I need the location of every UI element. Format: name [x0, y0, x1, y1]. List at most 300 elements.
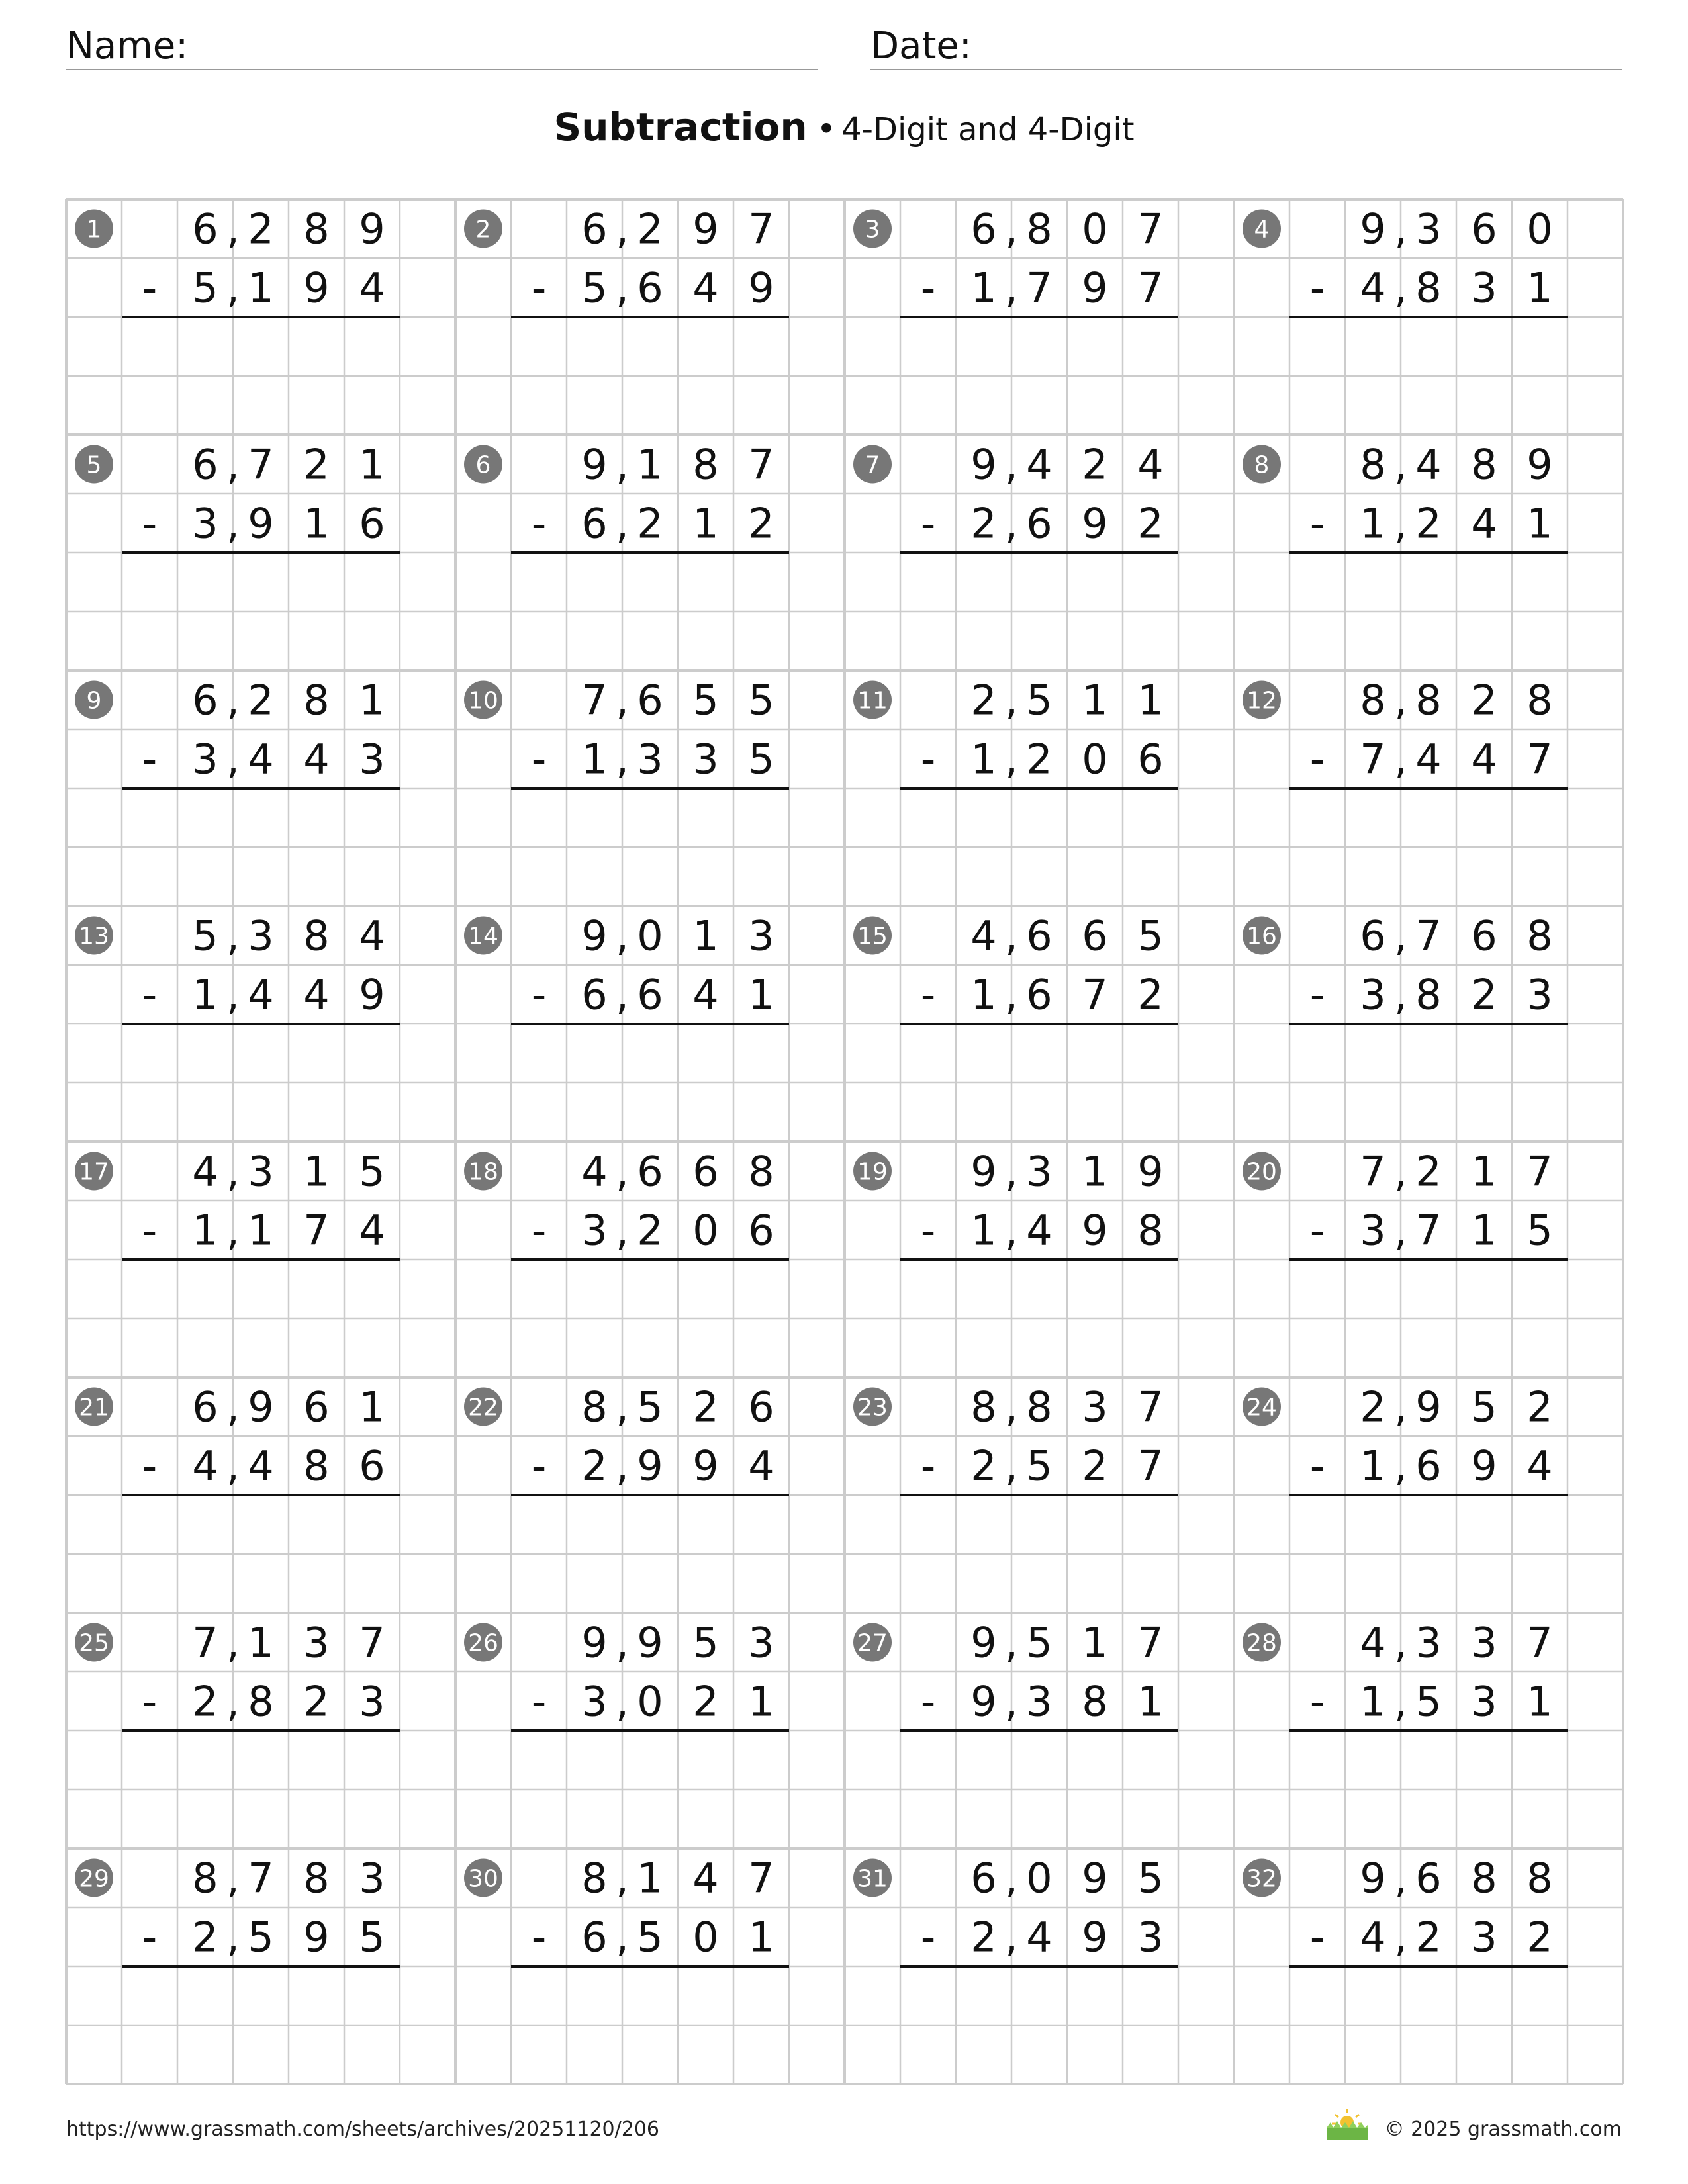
problem-number: 24	[1246, 1394, 1277, 1422]
digit: 5	[1526, 1206, 1553, 1255]
thousands-comma: ,	[1005, 499, 1018, 548]
problem-number: 28	[1246, 1629, 1277, 1657]
digit: 7	[1415, 911, 1442, 960]
digit: 7	[1526, 1618, 1553, 1667]
minus-sign: -	[142, 1677, 158, 1726]
digit: 4	[581, 1147, 608, 1196]
digit: 2	[637, 205, 663, 253]
digit: 7	[248, 1854, 274, 1903]
digit: 5	[637, 1383, 663, 1432]
digit: 4	[748, 1441, 774, 1490]
digit: 9	[248, 1383, 274, 1432]
digit: 5	[1026, 676, 1053, 725]
digit: 7	[1137, 1441, 1164, 1490]
digit: 3	[248, 911, 274, 960]
thousands-comma: ,	[1394, 1677, 1407, 1726]
digit: 9	[748, 263, 774, 312]
digit: 8	[192, 1854, 218, 1903]
digit: 1	[970, 970, 997, 1019]
digit: 1	[1137, 676, 1164, 725]
digit: 8	[303, 1854, 330, 1903]
problem-18	[464, 1148, 789, 1375]
thousands-comma: ,	[616, 1913, 629, 1962]
problem-7	[853, 441, 1178, 668]
digit: 2	[1415, 499, 1442, 548]
digit: 9	[692, 205, 719, 253]
digit: 9	[1415, 1383, 1442, 1432]
minus-sign: -	[531, 1913, 547, 1962]
problem-30	[464, 1854, 789, 2082]
digit: 5	[748, 735, 774, 784]
thousands-comma: ,	[226, 735, 240, 784]
footer-copyright: © 2025 grassmath.com	[1384, 2118, 1622, 2141]
digit: 2	[1082, 440, 1108, 489]
digit: 4	[359, 263, 385, 312]
digit: 7	[192, 1618, 218, 1667]
digit: 1	[637, 440, 663, 489]
digit: 3	[1360, 1206, 1386, 1255]
thousands-comma: ,	[226, 911, 240, 960]
digit: 9	[1360, 1854, 1386, 1903]
problem-22	[464, 1383, 789, 1611]
digit: 9	[637, 1441, 663, 1490]
digit: 1	[1360, 1677, 1386, 1726]
problem-8	[1243, 441, 1568, 668]
digit: 8	[1471, 1854, 1497, 1903]
problem-number: 31	[857, 1865, 888, 1893]
problem-number: 10	[468, 687, 498, 715]
digit: 4	[1415, 735, 1442, 784]
minus-sign: -	[531, 1206, 547, 1255]
thousands-comma: ,	[1005, 205, 1018, 253]
digit: 9	[581, 1618, 608, 1667]
digit: 1	[248, 1206, 274, 1255]
problem-number: 8	[1254, 451, 1270, 479]
minus-sign: -	[920, 1913, 936, 1962]
problem-31	[853, 1854, 1178, 2082]
thousands-comma: ,	[616, 911, 629, 960]
thousands-comma: ,	[226, 1854, 240, 1903]
digit: 3	[581, 1206, 608, 1255]
minus-sign: -	[531, 970, 547, 1019]
title-subtitle: 4-Digit and 4-Digit	[841, 111, 1135, 148]
digit: 9	[1082, 1206, 1108, 1255]
digit: 3	[1026, 1677, 1053, 1726]
problem-number: 15	[857, 923, 888, 950]
digit: 9	[1360, 205, 1386, 253]
digit: 4	[1137, 440, 1164, 489]
digit: 1	[748, 970, 774, 1019]
digit: 7	[1360, 735, 1386, 784]
thousands-comma: ,	[226, 1618, 240, 1667]
digit: 3	[303, 1618, 330, 1667]
digit: 1	[1471, 1206, 1497, 1255]
digit: 1	[1526, 1677, 1553, 1726]
digit: 3	[1471, 1913, 1497, 1962]
digit: 8	[303, 1441, 330, 1490]
digit: 2	[303, 440, 330, 489]
thousands-comma: ,	[1394, 499, 1407, 548]
digit: 7	[1137, 205, 1164, 253]
digit: 2	[248, 205, 274, 253]
thousands-comma: ,	[1005, 1441, 1018, 1490]
grid-lines	[66, 199, 1623, 2084]
digit: 5	[359, 1913, 385, 1962]
digit: 4	[970, 911, 997, 960]
problem-5	[75, 441, 400, 668]
digit: 8	[303, 205, 330, 253]
thousands-comma: ,	[616, 440, 629, 489]
digit: 3	[1471, 1618, 1497, 1667]
digit: 9	[581, 440, 608, 489]
thousands-comma: ,	[1005, 676, 1018, 725]
digit: 3	[359, 1854, 385, 1903]
problem-number: 25	[79, 1629, 109, 1657]
problem-27	[853, 1619, 1178, 1846]
digit: 0	[637, 911, 663, 960]
digit: 9	[581, 911, 608, 960]
digit: 0	[1082, 735, 1108, 784]
date-label: Date:	[870, 24, 972, 68]
thousands-comma: ,	[1394, 1383, 1407, 1432]
digit: 1	[637, 1854, 663, 1903]
digit: 3	[692, 735, 719, 784]
digit: 9	[248, 499, 274, 548]
digit: 8	[581, 1854, 608, 1903]
digit: 8	[1471, 440, 1497, 489]
thousands-comma: ,	[616, 1677, 629, 1726]
digit: 3	[748, 911, 774, 960]
problem-16	[1243, 912, 1568, 1140]
minus-sign: -	[1309, 1441, 1325, 1490]
problem-1	[75, 205, 400, 433]
problem-24	[1243, 1383, 1568, 1611]
digit: 7	[359, 1618, 385, 1667]
problem-15	[853, 912, 1178, 1140]
digit: 1	[581, 735, 608, 784]
thousands-comma: ,	[1394, 205, 1407, 253]
digit: 3	[1137, 1913, 1164, 1962]
digit: 8	[303, 911, 330, 960]
problem-21	[75, 1383, 400, 1611]
problem-20	[1243, 1148, 1568, 1375]
digit: 4	[303, 970, 330, 1019]
digit: 3	[1415, 1618, 1442, 1667]
digit: 9	[1082, 263, 1108, 312]
digit: 9	[1471, 1441, 1497, 1490]
digit: 6	[1026, 970, 1053, 1019]
title-main: Subtraction	[553, 105, 808, 150]
digit: 2	[303, 1677, 330, 1726]
digit: 3	[1526, 970, 1553, 1019]
digit: 7	[748, 1854, 774, 1903]
digit: 6	[192, 205, 218, 253]
digit: 2	[1137, 499, 1164, 548]
problem-number: 32	[1246, 1865, 1277, 1893]
minus-sign: -	[920, 1441, 936, 1490]
minus-sign: -	[531, 735, 547, 784]
thousands-comma: ,	[1394, 440, 1407, 489]
thousands-comma: ,	[616, 735, 629, 784]
name-label: Name:	[66, 24, 189, 68]
digit: 6	[303, 1383, 330, 1432]
digit: 6	[192, 1383, 218, 1432]
digit: 2	[1415, 1913, 1442, 1962]
digit: 2	[1026, 735, 1053, 784]
digit: 4	[359, 911, 385, 960]
digit: 5	[1137, 1854, 1164, 1903]
problem-number: 12	[1246, 687, 1277, 715]
problem-32	[1243, 1854, 1568, 2082]
thousands-comma: ,	[1394, 1618, 1407, 1667]
digit: 5	[1026, 1618, 1053, 1667]
problem-number: 7	[865, 451, 880, 479]
digit: 1	[1360, 1441, 1386, 1490]
problem-number: 4	[1254, 216, 1270, 244]
digit: 3	[748, 1618, 774, 1667]
digit: 4	[1026, 1913, 1053, 1962]
problem-number: 13	[79, 923, 109, 950]
digit: 6	[1415, 1441, 1442, 1490]
minus-sign: -	[531, 1677, 547, 1726]
digit: 3	[192, 735, 218, 784]
digit: 3	[359, 1677, 385, 1726]
problem-10	[464, 676, 789, 904]
thousands-comma: ,	[226, 1206, 240, 1255]
digit: 2	[970, 499, 997, 548]
digit: 5	[248, 1913, 274, 1962]
thousands-comma: ,	[1005, 1618, 1018, 1667]
problem-29	[75, 1854, 400, 2082]
digit: 9	[359, 970, 385, 1019]
digit: 4	[1360, 1913, 1386, 1962]
digit: 9	[692, 1441, 719, 1490]
digit: 8	[1026, 1383, 1053, 1432]
digit: 2	[1471, 970, 1497, 1019]
digit: 2	[581, 1441, 608, 1490]
thousands-comma: ,	[616, 1206, 629, 1255]
digit: 9	[970, 1677, 997, 1726]
digit: 1	[303, 499, 330, 548]
digit: 8	[1526, 676, 1553, 725]
digit: 2	[248, 676, 274, 725]
digit: 5	[359, 1147, 385, 1196]
digit: 2	[748, 499, 774, 548]
digit: 6	[1471, 911, 1497, 960]
digit: 4	[1526, 1441, 1553, 1490]
digit: 7	[1082, 970, 1108, 1019]
digit: 5	[748, 676, 774, 725]
digit: 1	[1471, 1147, 1497, 1196]
digit: 6	[1471, 205, 1497, 253]
digit: 7	[1360, 1147, 1386, 1196]
digit: 8	[1082, 1677, 1108, 1726]
thousands-comma: ,	[1394, 1206, 1407, 1255]
thousands-comma: ,	[226, 1913, 240, 1962]
digit: 2	[970, 676, 997, 725]
thousands-comma: ,	[1394, 735, 1407, 784]
thousands-comma: ,	[1005, 1147, 1018, 1196]
digit: 8	[1415, 676, 1442, 725]
thousands-comma: ,	[226, 440, 240, 489]
digit: 7	[248, 440, 274, 489]
digit: 4	[248, 1441, 274, 1490]
digit: 7	[1026, 263, 1053, 312]
digit: 4	[248, 735, 274, 784]
digit: 9	[1526, 440, 1553, 489]
digit: 5	[581, 263, 608, 312]
minus-sign: -	[1309, 499, 1325, 548]
thousands-comma: ,	[1005, 1913, 1018, 1962]
digit: 1	[192, 1206, 218, 1255]
digit: 8	[1415, 263, 1442, 312]
digit: 8	[1026, 205, 1053, 253]
problem-2	[464, 205, 789, 433]
minus-sign: -	[1309, 1913, 1325, 1962]
minus-sign: -	[1309, 1677, 1325, 1726]
thousands-comma: ,	[1394, 970, 1407, 1019]
thousands-comma: ,	[226, 205, 240, 253]
digit: 1	[303, 1147, 330, 1196]
digit: 4	[692, 263, 719, 312]
footer-url: https://www.grassmath.com/sheets/archives/20251120/206	[66, 2118, 660, 2141]
digit: 5	[1471, 1383, 1497, 1432]
digit: 5	[192, 263, 218, 312]
digit: 4	[1471, 499, 1497, 548]
minus-sign: -	[142, 499, 158, 548]
thousands-comma: ,	[616, 263, 629, 312]
digit: 6	[637, 1147, 663, 1196]
problem-13	[75, 912, 400, 1140]
thousands-comma: ,	[616, 1441, 629, 1490]
digit: 2	[1471, 676, 1497, 725]
digit: 8	[248, 1677, 274, 1726]
digit: 3	[192, 499, 218, 548]
minus-sign: -	[142, 263, 158, 312]
minus-sign: -	[920, 263, 936, 312]
problem-26	[464, 1619, 789, 1846]
digit: 8	[692, 440, 719, 489]
digit: 7	[748, 205, 774, 253]
problem-number: 16	[1246, 923, 1277, 950]
digit: 9	[1082, 1913, 1108, 1962]
digit: 2	[192, 1677, 218, 1726]
digit: 7	[581, 676, 608, 725]
thousands-comma: ,	[1005, 263, 1018, 312]
digit: 0	[637, 1677, 663, 1726]
digit: 0	[692, 1913, 719, 1962]
thousands-comma: ,	[226, 1147, 240, 1196]
digit: 4	[248, 970, 274, 1019]
problem-number: 21	[79, 1394, 109, 1422]
digit: 6	[970, 1854, 997, 1903]
digit: 7	[1526, 1147, 1553, 1196]
digit: 3	[1471, 1677, 1497, 1726]
problem-number: 9	[86, 687, 102, 715]
digit: 9	[970, 1618, 997, 1667]
digit: 8	[748, 1147, 774, 1196]
digit: 6	[581, 499, 608, 548]
digit: 7	[303, 1206, 330, 1255]
digit: 7	[1526, 735, 1553, 784]
problem-14	[464, 912, 789, 1140]
digit: 4	[1026, 1206, 1053, 1255]
minus-sign: -	[1309, 263, 1325, 312]
digit: 3	[637, 735, 663, 784]
digit: 7	[1137, 1383, 1164, 1432]
digit: 5	[692, 676, 719, 725]
problem-number: 23	[857, 1394, 888, 1422]
digit: 7	[1137, 263, 1164, 312]
problem-11	[853, 676, 1178, 904]
thousands-comma: ,	[616, 1854, 629, 1903]
thousands-comma: ,	[226, 676, 240, 725]
minus-sign: -	[531, 499, 547, 548]
digit: 2	[1360, 1383, 1386, 1432]
digit: 3	[359, 735, 385, 784]
digit: 6	[637, 676, 663, 725]
digit: 9	[1082, 1854, 1108, 1903]
problem-number: 6	[475, 451, 491, 479]
digit: 3	[248, 1147, 274, 1196]
problem-number: 5	[86, 451, 102, 479]
digit: 7	[748, 440, 774, 489]
problem-12	[1243, 676, 1568, 904]
thousands-comma: ,	[1005, 970, 1018, 1019]
minus-sign: -	[920, 1677, 936, 1726]
digit: 9	[1082, 499, 1108, 548]
digit: 4	[1026, 440, 1053, 489]
minus-sign: -	[1309, 970, 1325, 1019]
digit: 4	[1415, 440, 1442, 489]
thousands-comma: ,	[1394, 1147, 1407, 1196]
thousands-comma: ,	[1394, 911, 1407, 960]
problem-number: 29	[79, 1865, 109, 1893]
digit: 8	[1360, 440, 1386, 489]
thousands-comma: ,	[616, 1147, 629, 1196]
minus-sign: -	[531, 263, 547, 312]
digit: 4	[1360, 1618, 1386, 1667]
digit: 0	[1026, 1854, 1053, 1903]
digit: 6	[637, 263, 663, 312]
digit: 4	[692, 970, 719, 1019]
digit: 1	[248, 1618, 274, 1667]
digit: 3	[1471, 263, 1497, 312]
digit: 6	[748, 1383, 774, 1432]
digit: 5	[1137, 911, 1164, 960]
thousands-comma: ,	[1394, 1441, 1407, 1490]
thousands-comma: ,	[1394, 263, 1407, 312]
digit: 5	[692, 1618, 719, 1667]
problem-9	[75, 676, 400, 904]
grass-sun-logo-icon	[1324, 2108, 1370, 2141]
digit: 9	[303, 263, 330, 312]
digit: 4	[1360, 263, 1386, 312]
digit: 3	[1026, 1147, 1053, 1196]
digit: 2	[1526, 1913, 1553, 1962]
problem-28	[1243, 1619, 1568, 1846]
minus-sign: -	[920, 499, 936, 548]
digit: 2	[970, 1913, 997, 1962]
minus-sign: -	[142, 735, 158, 784]
digit: 1	[1082, 1147, 1108, 1196]
thousands-comma: ,	[616, 499, 629, 548]
digit: 4	[303, 735, 330, 784]
digit: 5	[192, 911, 218, 960]
digit: 6	[637, 970, 663, 1019]
problem-3	[853, 205, 1178, 433]
digit: 9	[1137, 1147, 1164, 1196]
